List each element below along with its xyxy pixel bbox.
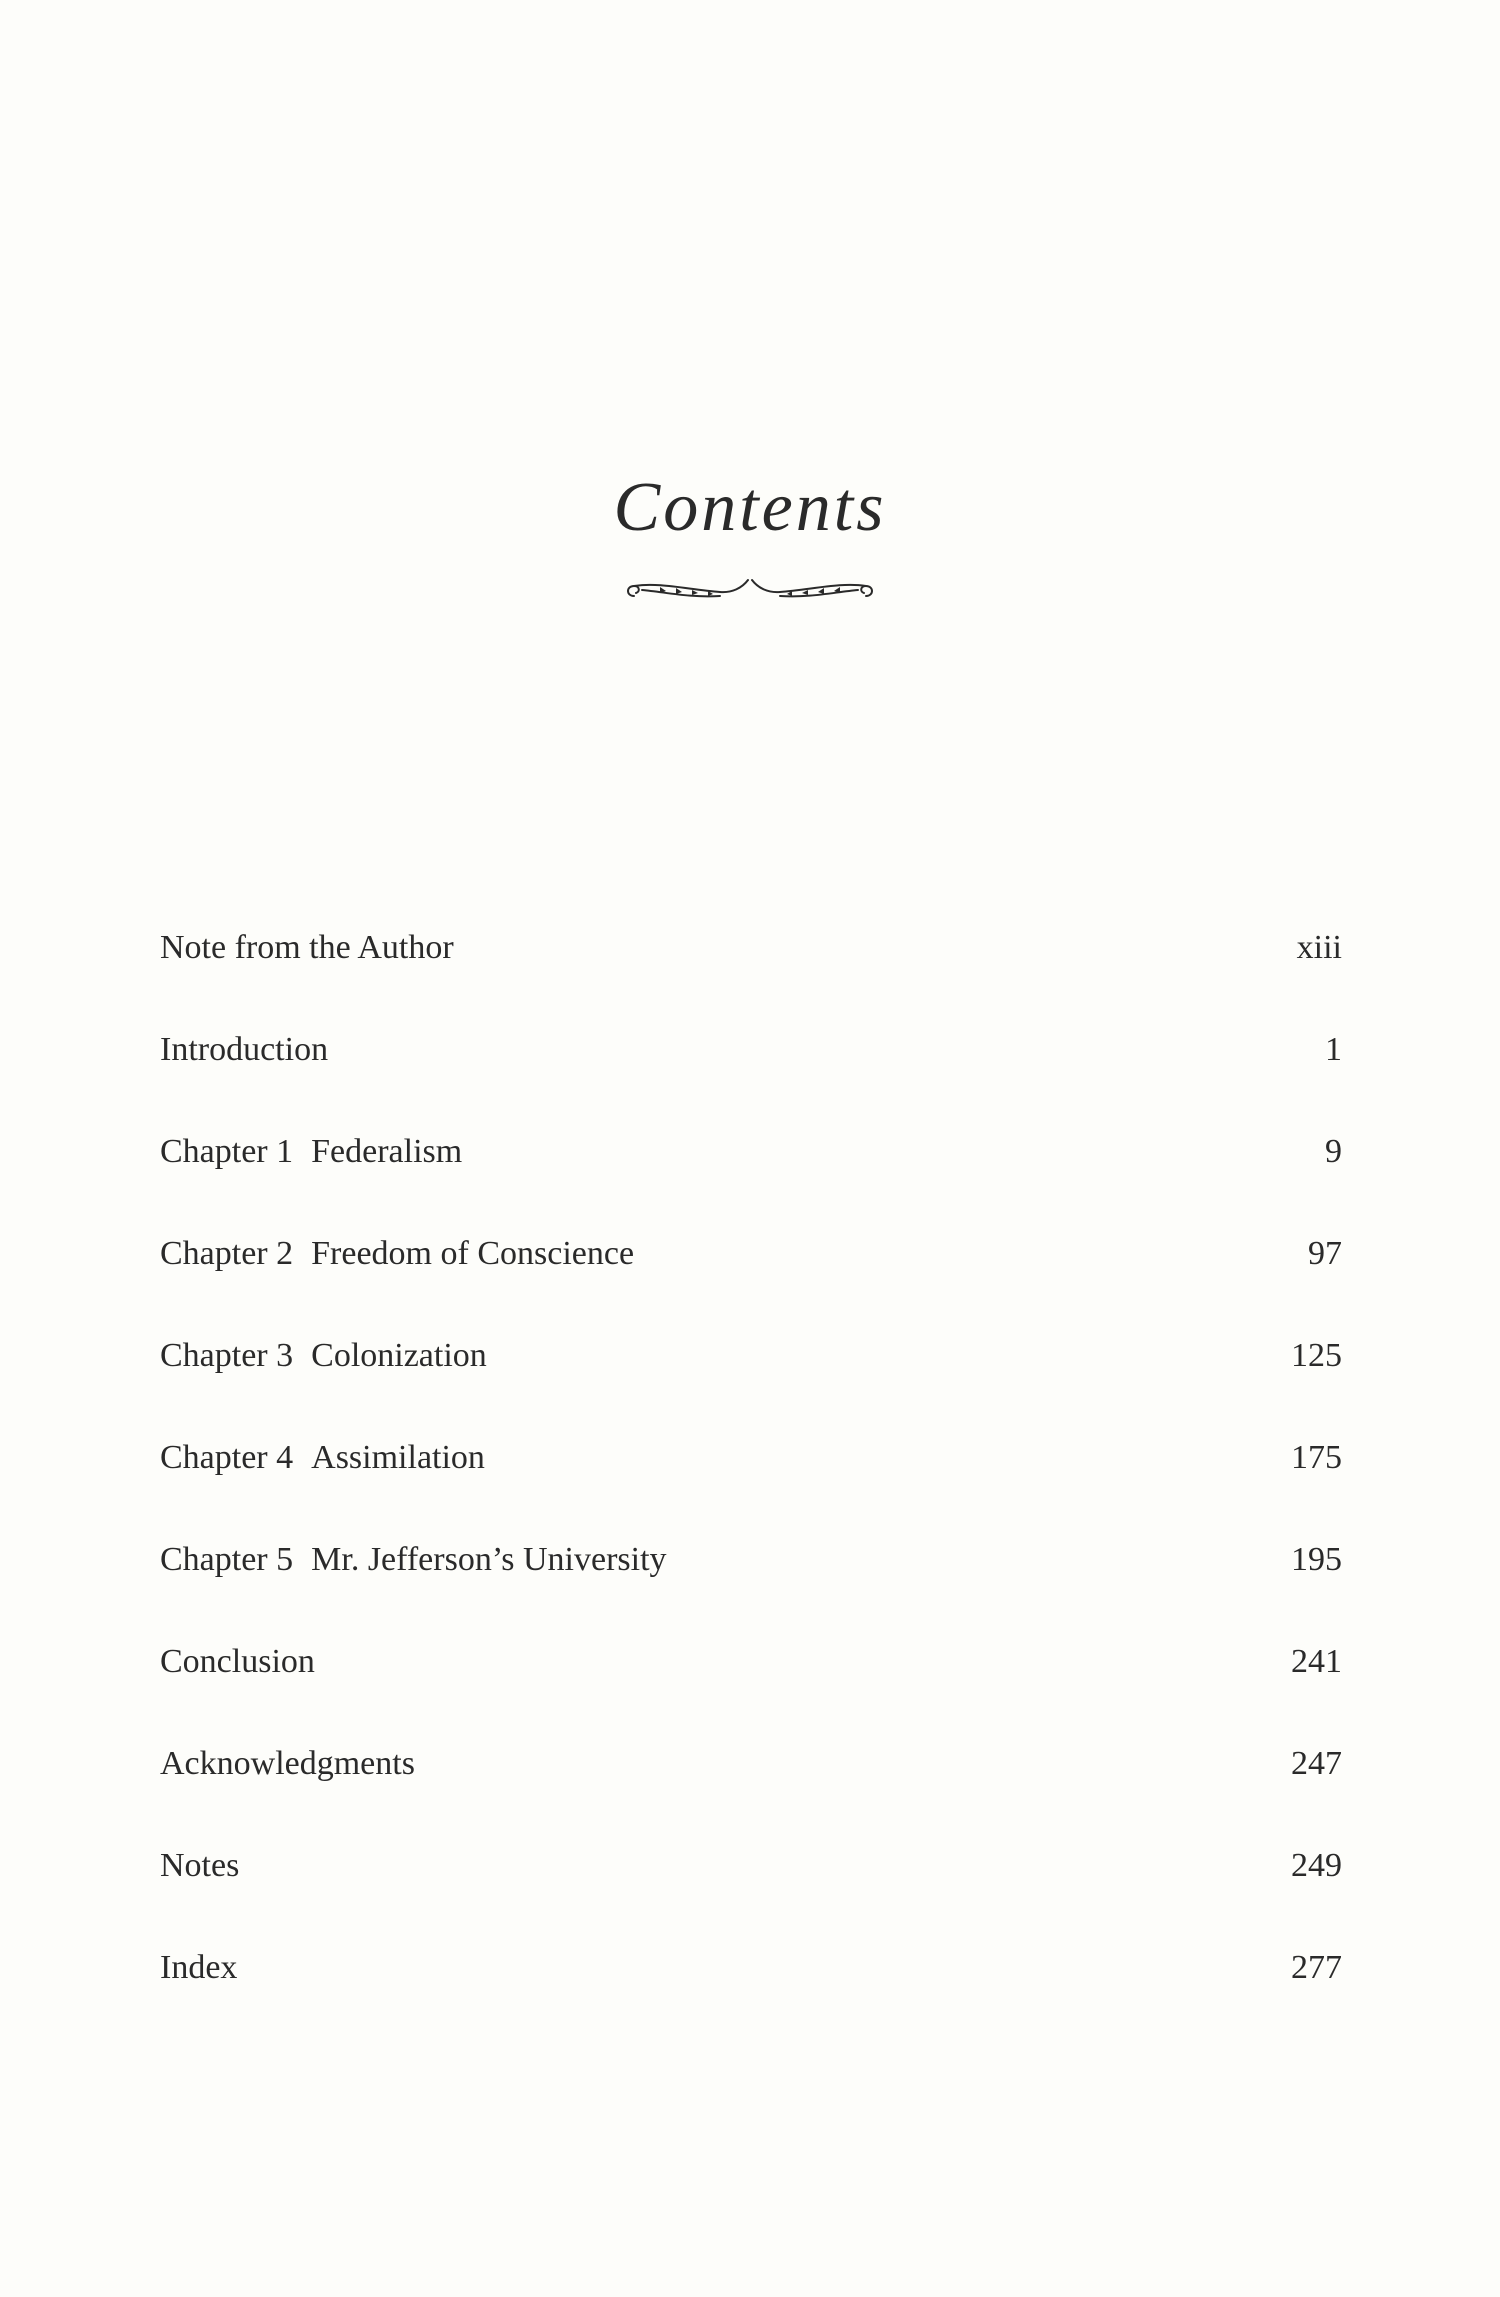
toc-entry[interactable] bbox=[160, 1734, 1342, 1836]
entry-title: Note from the Author bbox=[160, 929, 454, 966]
page-title: Contents bbox=[613, 469, 887, 546]
toc-entry[interactable] bbox=[160, 1122, 1342, 1224]
entry-page-number: 175 bbox=[1291, 1439, 1342, 1476]
entry-number: Chapter 1 bbox=[160, 1133, 294, 1170]
entry-title: Colonization bbox=[311, 1337, 487, 1374]
entry-title: Index bbox=[160, 1949, 238, 1986]
entry-title: Federalism bbox=[311, 1133, 463, 1170]
entry-page-number: 125 bbox=[1291, 1337, 1342, 1374]
toc-entry[interactable] bbox=[160, 1224, 1342, 1326]
entry-page-number: 249 bbox=[1291, 1847, 1342, 1884]
entry-number: Chapter 4 bbox=[160, 1439, 294, 1476]
toc-entry[interactable] bbox=[160, 1530, 1342, 1632]
entry-title: Assimilation bbox=[311, 1439, 485, 1476]
toc-entry[interactable] bbox=[160, 1020, 1342, 1122]
toc-entry[interactable] bbox=[160, 1326, 1342, 1428]
fleuron-divider-icon bbox=[620, 572, 880, 612]
entry-page-number: 277 bbox=[1291, 1949, 1342, 1986]
entry-page-number: 241 bbox=[1291, 1643, 1342, 1680]
toc-entry[interactable] bbox=[160, 1938, 1342, 2040]
table-of-contents bbox=[160, 918, 1342, 2040]
entry-title: Acknowledgments bbox=[160, 1745, 415, 1782]
entry-page-number: 247 bbox=[1291, 1745, 1342, 1782]
entry-title: Introduction bbox=[160, 1031, 329, 1068]
entry-title: Freedom of Conscience bbox=[311, 1235, 635, 1272]
toc-entry[interactable] bbox=[160, 1428, 1342, 1530]
entry-page-number: 97 bbox=[1308, 1235, 1342, 1272]
entry-page-number: xiii bbox=[1296, 929, 1342, 966]
entry-page-number: 1 bbox=[1325, 1031, 1342, 1068]
entry-page-number: 9 bbox=[1325, 1133, 1342, 1170]
entry-title: Mr. Jefferson’s University bbox=[311, 1541, 667, 1578]
toc-entry[interactable] bbox=[160, 1836, 1342, 1938]
entry-title: Notes bbox=[160, 1847, 240, 1884]
entry-number: Chapter 3 bbox=[160, 1337, 294, 1374]
entry-title: Conclusion bbox=[160, 1643, 315, 1680]
toc-entry[interactable] bbox=[160, 918, 1342, 1020]
entry-number: Chapter 2 bbox=[160, 1235, 294, 1272]
toc-entry[interactable] bbox=[160, 1632, 1342, 1734]
entry-page-number: 195 bbox=[1291, 1541, 1342, 1578]
entry-number: Chapter 5 bbox=[160, 1541, 294, 1578]
